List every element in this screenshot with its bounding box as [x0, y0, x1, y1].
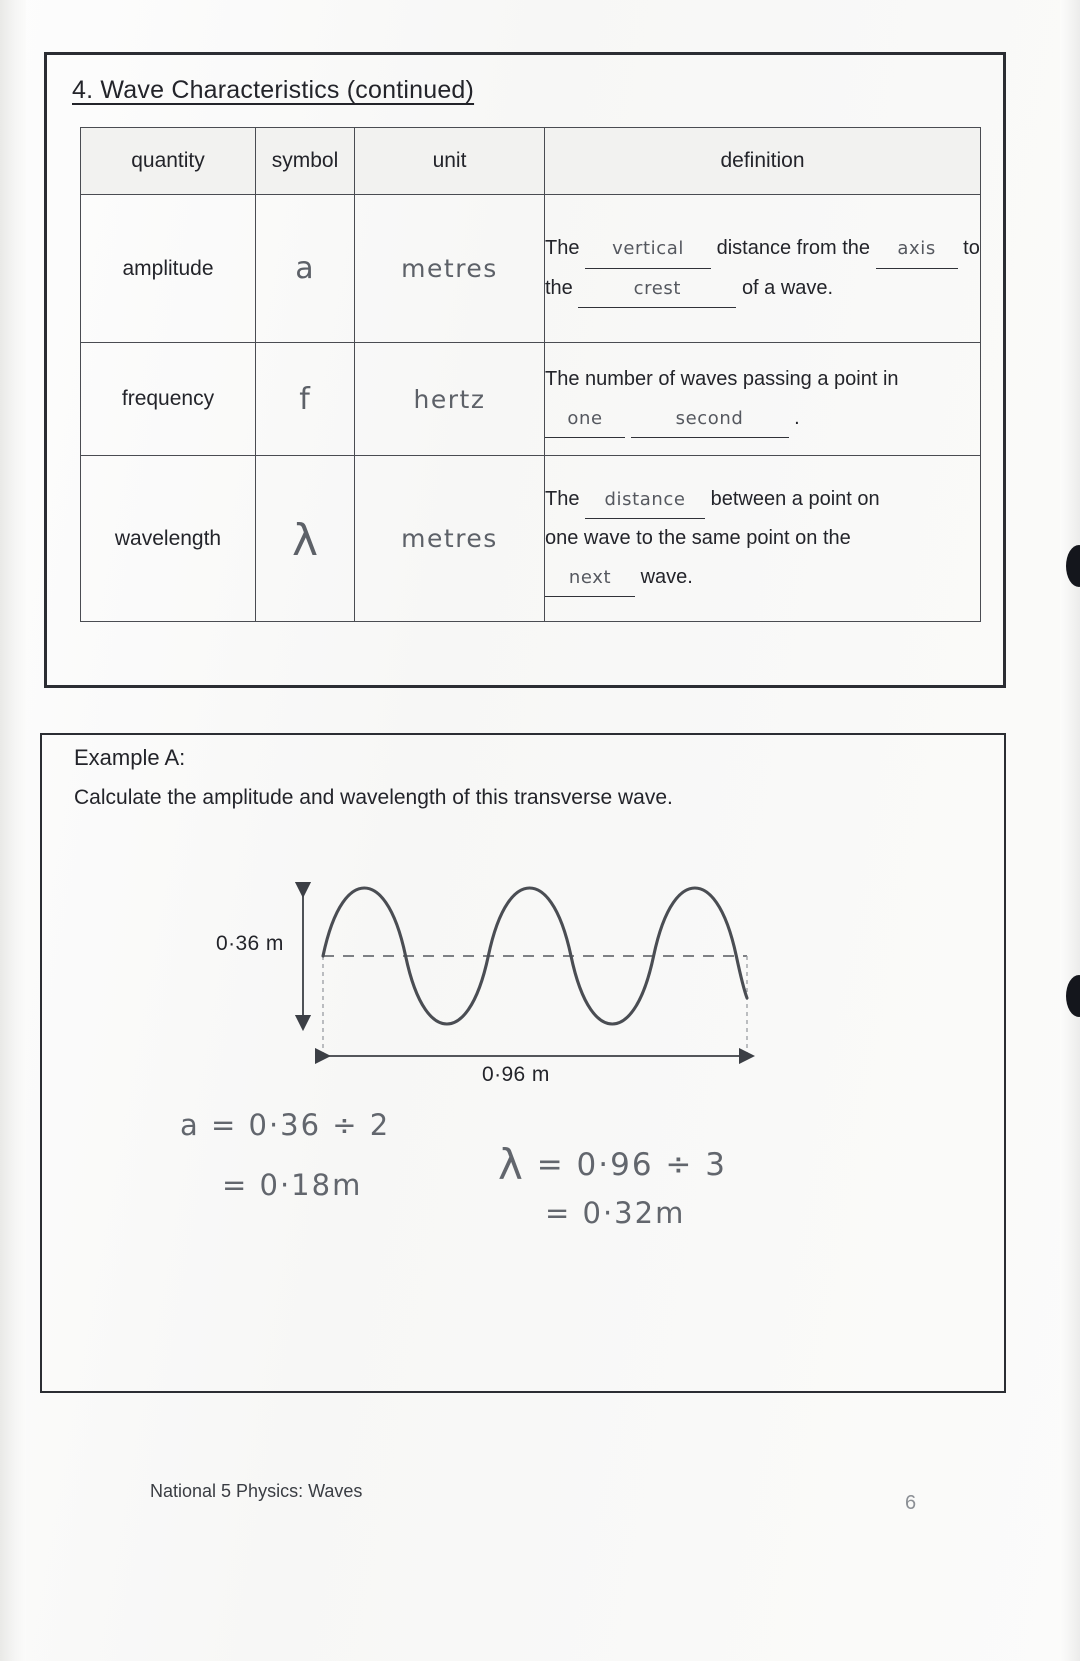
- blank-axis[interactable]: axis: [876, 231, 958, 268]
- definition-text: one wave to the same point on the: [545, 527, 851, 549]
- handwritten-unit: metres: [401, 524, 498, 553]
- scan-edge-right: [1060, 0, 1080, 1661]
- cell-unit-wavelength: [355, 456, 545, 622]
- cell-quantity-amplitude: amplitude: [81, 195, 256, 343]
- cell-symbol-amplitude: [256, 195, 355, 343]
- amplitude-measurement-label: 0·36 m: [216, 932, 284, 955]
- example-instruction: Calculate the amplitude and wavelength of this transverse wave.: [74, 786, 673, 809]
- table-row: [81, 456, 981, 622]
- definition-text: of a: [741, 276, 776, 299]
- cell-definition-amplitude: [545, 195, 981, 343]
- definition-text: between a point on: [710, 487, 880, 510]
- handwritten-amplitude-line2: = 0·18m: [222, 1168, 363, 1202]
- footer-label: National 5 Physics: Waves: [150, 1481, 363, 1501]
- definition-text: The: [545, 237, 580, 260]
- handwritten-symbol-lambda: λ: [291, 514, 319, 566]
- handwritten-wavelength-line1: [498, 1136, 727, 1189]
- handwritten-wavelength-expression: = 0·96 ÷ 3: [524, 1147, 727, 1183]
- definition-text: The number of waves passing a point in: [545, 367, 899, 390]
- blank-distance[interactable]: distance: [585, 482, 705, 519]
- definition-text: wave.: [780, 276, 834, 299]
- transverse-wave-diagram: [195, 868, 755, 1113]
- handwritten-symbol: f: [299, 381, 311, 417]
- handwritten-symbol: a: [295, 251, 315, 286]
- table-row: [81, 343, 981, 456]
- cell-quantity-wavelength: wavelength: [81, 456, 256, 622]
- cell-quantity-frequency: frequency: [81, 343, 256, 456]
- definition-text: wave.: [640, 566, 693, 588]
- cell-symbol-wavelength: [256, 456, 355, 622]
- table-row: [81, 195, 981, 343]
- page-title: 4. Wave Characteristics (continued): [72, 76, 475, 104]
- handwritten-wavelength-line2: = 0·32m: [545, 1196, 686, 1230]
- handwritten-unit: hertz: [413, 384, 486, 414]
- cell-symbol-frequency: [256, 343, 355, 456]
- blank-second[interactable]: second: [631, 401, 789, 438]
- cell-definition-frequency: [545, 343, 981, 456]
- example-title: Example A:: [74, 745, 186, 770]
- column-header-unit: unit: [355, 128, 545, 195]
- definition-text: .: [794, 406, 800, 429]
- handwritten-lambda-glyph: λ: [498, 1140, 525, 1189]
- column-header-definition: definition: [545, 128, 981, 195]
- table-header-row: [81, 128, 981, 195]
- column-header-quantity: quantity: [81, 128, 256, 195]
- column-header-symbol: symbol: [256, 128, 355, 195]
- wavelength-measurement-label: 0·96 m: [482, 1063, 550, 1086]
- cell-unit-frequency: [355, 343, 545, 456]
- blank-vertical[interactable]: vertical: [585, 231, 711, 268]
- blank-crest[interactable]: crest: [578, 271, 736, 308]
- definition-text: distance from the: [716, 237, 871, 260]
- wave-characteristics-table: [80, 127, 981, 622]
- handwritten-amplitude-line1: a = 0·36 ÷ 2: [180, 1108, 391, 1142]
- page-number: 6: [905, 1492, 917, 1514]
- cell-definition-wavelength: [545, 456, 981, 622]
- handwritten-unit: metres: [401, 254, 498, 283]
- definition-text: to the: [545, 237, 980, 299]
- scan-edge-left: [0, 0, 26, 1661]
- definition-text: The: [545, 487, 580, 510]
- blank-one[interactable]: one: [545, 401, 625, 438]
- blank-next[interactable]: next: [545, 560, 635, 597]
- cell-unit-amplitude: [355, 195, 545, 343]
